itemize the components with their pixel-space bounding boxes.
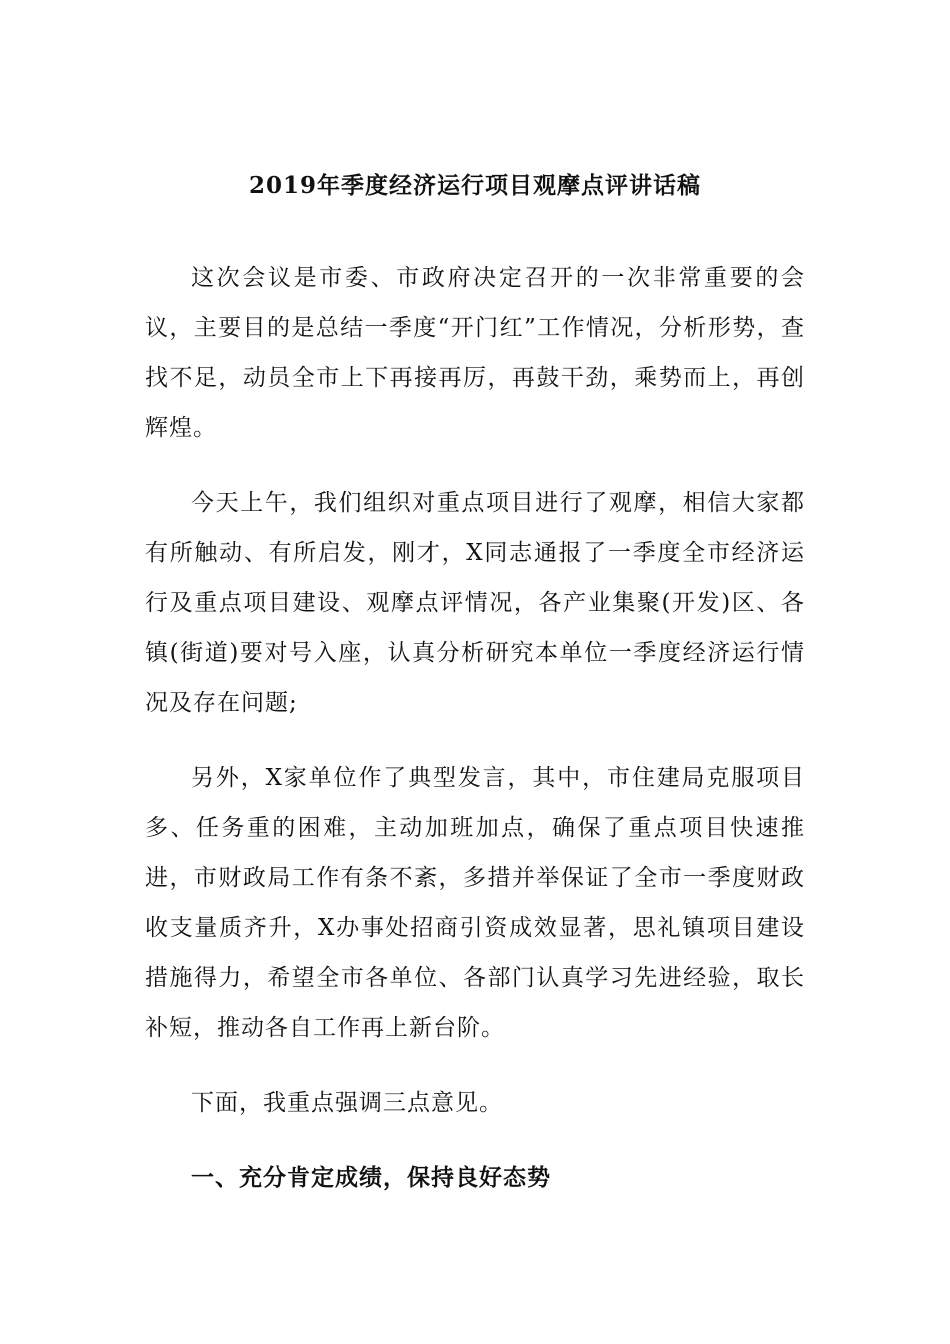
document-body [145, 253, 805, 1203]
document-title: 2019年季度经济运行项目观摩点评讲话稿 [248, 172, 701, 199]
paragraph-typical-speeches: 另外，X家单位作了典型发言，其中，市住建局克服项目多、任务重的困难，主动加班加点，确保了重点项目快速推进，市财政局工作有条不紊，多措并举保证了全市一季度财政收支量质齐升，X办事处招商引资成效显著，思礼镇项目建设措施得力，希望全市各单位、各部门认真学习先进经验，取长补短，推动各自工作再上新台阶。 [145, 765, 805, 1041]
paragraph-meeting-purpose: 这次会议是市委、市政府决定召开的一次非常重要的会议，主要目的是总结一季度“开门红”工作情况，分析形势，查找不足，动员全市上下再接再厉，再鼓干劲，乘势而上，再创辉煌。 [145, 265, 805, 441]
paragraph-project-observation: 今天上午，我们组织对重点项目进行了观摩，相信大家都有所触动、有所启发，刚才，X同志通报了一季度全市经济运行及重点项目建设、观摩点评情况，各产业集聚(开发)区、各镇(街道)要对号入座，认真分析研究本单位一季度经济运行情况及存在问题; [145, 490, 805, 716]
section-heading: 一、充分肯定成绩，保持良好态势 [191, 1164, 551, 1191]
paragraph-three-points: 下面，我重点强调三点意见。 [191, 1090, 503, 1116]
